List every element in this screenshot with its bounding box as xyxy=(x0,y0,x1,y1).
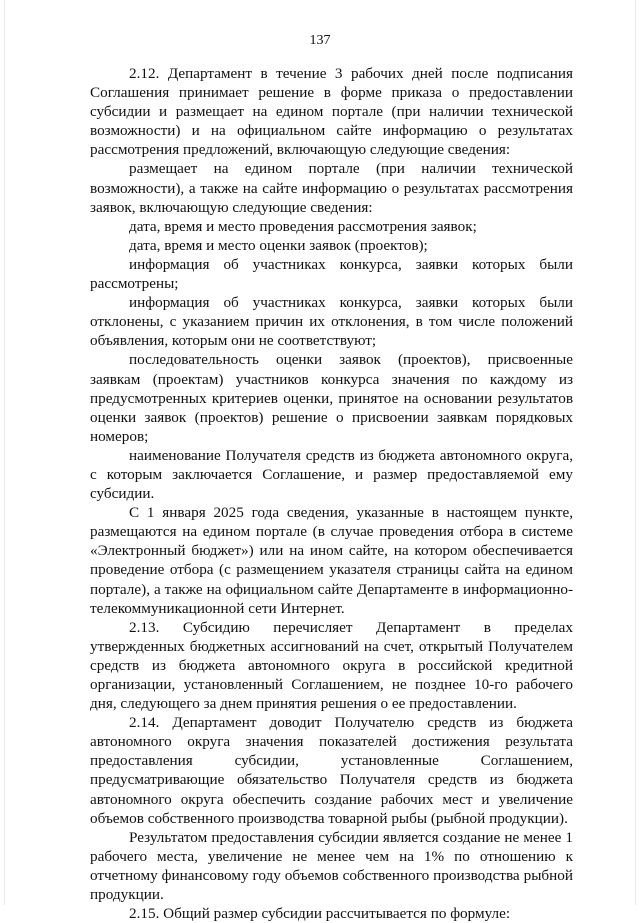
paragraph-2-15: 2.15. Общий размер субсидии рассчитывается по формуле: xyxy=(129,905,511,923)
scan-edge-left xyxy=(4,0,5,905)
list-item-reviewed-participants: информация об участниках конкурса, заявки которых были рассмотрены; xyxy=(90,255,573,293)
paragraph-result: Результатом предоставления субсидии является создание не менее 1 рабочего места, увеличение не менее чем на 1% по отношению к отчетному финансовому году объемов собственного производства рыбной продукции. xyxy=(90,828,573,904)
paragraph-portal-publication: размещает на едином портале (при наличии технической возможности), а также на сайте информацию о результатах рассмотрения заявок, включающую следующие сведения: xyxy=(90,160,573,216)
scan-edge-right xyxy=(635,0,636,905)
list-item-recipient-name: наименование Получателя средств из бюджета автономного округа, с которым заключается Соглашение, и размер предоставляемой ему субсидии. xyxy=(90,446,573,503)
list-item-rejected-participants: информация об участниках конкурса, заявки которых были отклонены, с указанием причин их отклонения, в том числе положений объявления, которым они не соответствуют; xyxy=(90,294,573,350)
paragraph-2-13: 2.13. Субсидию перечисляет Департамент в пределах утвержденных бюджетных ассигнований на счет, открытый Получателем средств из бюджета автономного округа в российской кредитной организации, установленный Соглашением, не позднее 10-го рабочего дня, следующего за днем принятия решения о ее предоставлении. xyxy=(90,618,573,713)
paragraph-2025-publication: С 1 января 2025 года сведения, указанные в настоящем пункте, размещаются на едином портале (в случае проведения отбора в системе «Электронный бюджет») или на ином сайте, на котором обеспечивается проведение отбора (с размещением указателя страницы сайта на едином портале), а также на официальном сайте Департаменте в информационно-телекоммуникационной сети Интернет. xyxy=(90,504,573,617)
document-body xyxy=(90,64,573,923)
paragraph-2-14: 2.14. Департамент доводит Получателю средств из бюджета автономного округа значения показателей достижения результата предоставления субсидии, установленные Соглашением, предусматривающие обязательство Получателя средств из бюджета автономного округа обеспечить создание рабочих мест и увеличение объемов собственного производства товарной рыбы (рыбной продукции). xyxy=(90,714,573,827)
page-number: 137 xyxy=(309,33,331,48)
list-item-evaluation-date: дата, время и место оценки заявок (проектов); xyxy=(129,236,428,254)
list-item-review-date: дата, время и место проведения рассмотрения заявок; xyxy=(129,217,477,235)
paragraph-2-12: 2.12. Департамент в течение 3 рабочих дней после подписания Соглашения принимает решение в форме приказа о предоставлении субсидии и размещает на едином портале (при наличии технической возможности) и на официальном сайте информацию о результатах рассмотрения предложений, включающую следующие сведения: xyxy=(90,65,573,159)
list-item-evaluation-sequence: последовательность оценки заявок (проектов), присвоенные заявкам (проектам) участников конкурса значения по каждому из предусмотренных критериев оценки, принятое на основании результатов оценки заявок (проектов) решение о присвоении заявкам порядковых номеров; xyxy=(90,351,573,445)
